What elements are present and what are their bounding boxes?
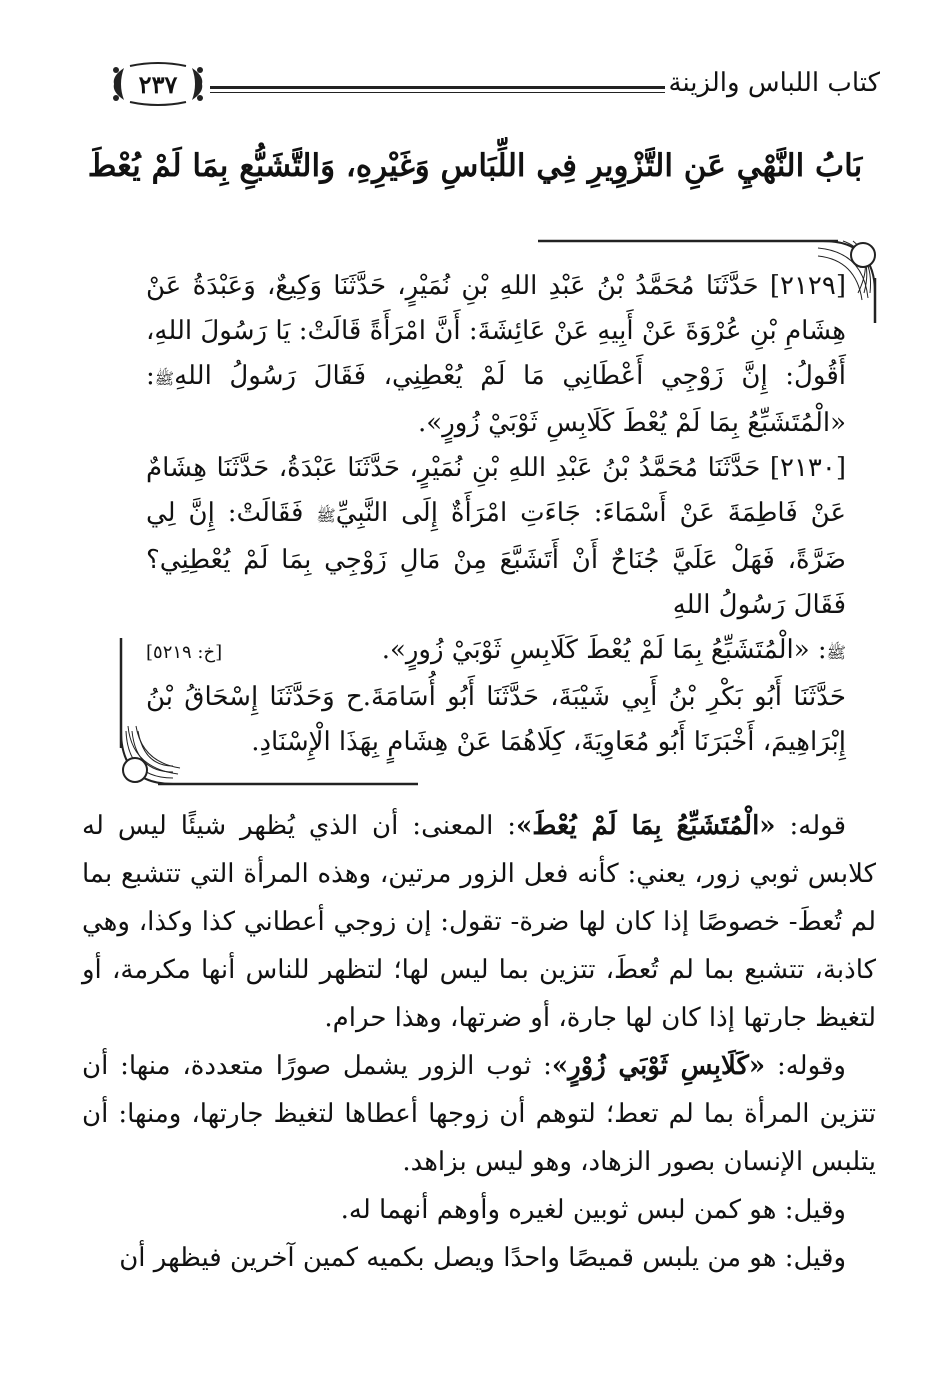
commentary-paragraph-4: وقيل: هو من يلبس قميصًا واحدًا ويصل بكميه كمين آخرين فيظهر أن xyxy=(119,1243,846,1273)
page-number: ٢٣٧ xyxy=(138,69,178,99)
quoted-phrase: «الْمُتَشَبِّعُ بِمَا لَمْ يُعْطَ» xyxy=(516,811,776,841)
hadith-2130: [٢١٣٠] حَدَّثَنَا مُحَمَّدُ بْنُ عَبْدِ اللهِ بْنِ نُمَيْرٍ، حَدَّثَنَا عَبْدَةُ، حَدَّثَنَا هِشَامٌ عَنْ فَاطِمَةَ عَنْ أَسْمَاءَ: جَاءَتِ امْرَأَةٌ إِلَى النَّبِيِّﷺ فَقَالَتْ: إِنَّ لِي ضَرَّةً، فَهَلْ عَلَيَّ جُنَاحٌ أَنْ أَتَشَبَّعَ مِنْ مَالِ زَوْجِي بِمَا لَمْ يُعْطِنِي؟ فَقَالَ رَسُولُ اللهِ ﷺ: «الْمُتَشَبِّعُ بِمَا لَمْ يُعْطَ كَلَابِسِ ثَوْبَيْ زُورٍ». [خ: ٥٢١٩] xyxy=(146,446,846,675)
commentary-paragraph-3: وقيل: هو كمن لبس ثوبين لغيره وأوهم أنهما له. xyxy=(340,1195,846,1225)
salla-mark: ﷺ xyxy=(154,369,175,388)
hadith-text xyxy=(146,264,846,765)
book-title: كتاب اللباس والزينة xyxy=(668,68,880,98)
isnad: حَدَّثَنَا أَبُو بَكْرِ بْنُ أَبِي شَيْبَةَ، حَدَّثَنَا أَبُو أُسَامَةَ.ح وَحَدَّثَنَا إِسْحَاقُ بْنُ إِبْرَاهِيمَ، أَخْبَرَنَا أَبُو مُعَاوِيَةَ، كِلَاهُمَا عَنْ هِشَامٍ بِهَذَا الْإِسْنَادِ. xyxy=(146,682,846,757)
commentary-paragraph-2: وقوله: «كَلَابِسِ ثَوْبَي زُوْرٍ»: ثوب الزور يشمل صورًا متعددة، منها: أن تتزين المرأة بما لم تعط؛ لتوهم أن زوجها أعطاها لتغيظ جارتها، ومنها: أن يتلبس الإنسان بصور الزهاد، وهو ليس بزاهد. xyxy=(82,1051,876,1177)
chapter-heading: بَابُ النَّهْيِ عَنِ التَّزْوِيرِ فِي اللِّبَاسِ وَغَيْرِهِ، وَالتَّشَبُّعِ بِمَا لَمْ يُعْطَ xyxy=(87,148,863,184)
quoted-phrase: «كَلَابِسِ ثَوْبَي زُوْرٍ» xyxy=(551,1051,766,1081)
bukhari-reference: [خ: ٥٢١٩] xyxy=(146,642,223,663)
salla-mark: ﷺ xyxy=(316,506,336,525)
commentary-paragraph-1: قوله: «الْمُتَشَبِّعُ بِمَا لَمْ يُعْطَ»: المعنى: أن الذي يُظهر شيئًا ليس له كلابس ثوبي زور، يعني: كأنه فعل الزور مرتين، وهذه المرأة التي تتشبع بما لم تُعطَ- خصوصًا إذا كان لها ضرة- تقول: إن زوجي أعطاني كذا وكذا، وهي كاذبة، تتشبع بما لم تُعطَ، تتزين بما ليس لها؛ لتظهر للناس أنها مكرمة، أو لتغيظ جارتها إذا كان لها جارة، أو ضرتها، وهذا حرام. xyxy=(82,811,876,1033)
running-header xyxy=(110,62,880,112)
page-number-box xyxy=(110,62,206,106)
salla-mark: ﷺ xyxy=(826,643,846,662)
hadith-2129: [٢١٢٩] حَدَّثَنَا مُحَمَّدُ بْنُ عَبْدِ اللهِ بْنِ نُمَيْرٍ، حَدَّثَنَا وَكِيعٌ، وَعَبْدَةُ عَنْ هِشَامِ بْنِ عُرْوَةَ عَنْ أَبِيهِ عَنْ عَائِشَةَ: أَنَّ امْرَأَةً قَالَتْ: يَا رَسُولَ اللهِ، أَقُولُ: إِنَّ زَوْجِي أَعْطَانِي مَا لَمْ يُعْطِنِي، فَقَالَ رَسُولُ اللهِﷺ: «الْمُتَشَبِّعُ بِمَا لَمْ يُعْطَ كَلَابِسِ ثَوْبَيْ زُورٍ». xyxy=(146,271,846,438)
header-rule xyxy=(210,86,665,89)
commentary xyxy=(82,802,876,1282)
hadith-box xyxy=(118,238,876,786)
